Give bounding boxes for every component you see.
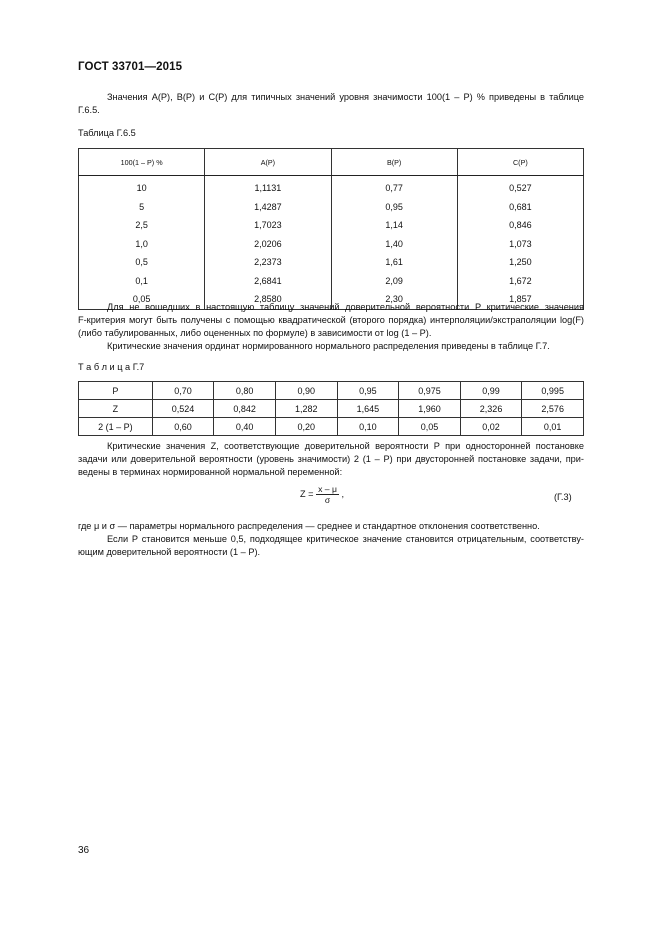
table-65-header-cell: C(P)	[457, 149, 583, 176]
table-65-cell: 1,61	[331, 253, 457, 272]
table-65-cell: 1,0	[79, 235, 205, 254]
table-7-cell: 0,842	[214, 400, 276, 418]
table-65-row	[79, 272, 584, 291]
table-7-row-label: 2 (1 – P)	[79, 418, 153, 436]
table-65-cell: 2,09	[331, 272, 457, 291]
table-65-cell: 1,40	[331, 235, 457, 254]
table-7-cell: 0,90	[275, 382, 337, 400]
table-65-cell: 0,05	[79, 290, 205, 309]
table-7	[78, 381, 584, 436]
para2-line-1: Для не вошедших в настоящую таблицу значений доверительной вероятности P критические значения	[107, 302, 584, 312]
para2-line-2: F-критерия могут быть получены с помощью квадратической (второго порядка) интерполяции/экстраполяции log(F)	[78, 315, 584, 325]
para3-line-3: ведены в терминах нормированной нормальной переменной:	[78, 467, 343, 477]
table-65-header-cell: 100(1 – P) %	[79, 149, 205, 176]
formula-number: (Г.3)	[554, 492, 572, 502]
table-65-body	[79, 176, 584, 310]
table-65-cell: 2,0206	[205, 235, 331, 254]
table-65-cell: 1,14	[331, 216, 457, 235]
table-7-cell: 0,995	[522, 382, 584, 400]
intro-line-1: Значения A(P), B(P) и C(P) для типичных значений уровня значимости 100(1 – P) % приведены в таблице	[107, 92, 584, 102]
table-65-cell: 0,77	[331, 176, 457, 198]
table-65-cell: 2,2373	[205, 253, 331, 272]
table-65-cell: 1,672	[457, 272, 583, 291]
table-65	[78, 148, 584, 310]
table-7-cell: 0,99	[460, 382, 522, 400]
table-7-cell: 0,05	[399, 418, 461, 436]
table-65-cell: 1,1131	[205, 176, 331, 198]
table-65-cell: 0,527	[457, 176, 583, 198]
table-7-row	[79, 400, 584, 418]
table-65-cell: 2,30	[331, 290, 457, 309]
table-65-cell: 1,073	[457, 235, 583, 254]
table-65-header-row	[79, 149, 584, 176]
para4-line-2: Если P становится меньше 0,5, подходящее критическое значение становится отрицательным, соответству-	[107, 534, 584, 544]
table-7-cell: 0,40	[214, 418, 276, 436]
table-7-cell: 0,20	[275, 418, 337, 436]
table-7-cell: 2,576	[522, 400, 584, 418]
table-65-cell: 0,846	[457, 216, 583, 235]
table-7-row-label: P	[79, 382, 153, 400]
table-7-cell: 0,70	[152, 382, 214, 400]
table-7-cell: 0,02	[460, 418, 522, 436]
table-7-row	[79, 418, 584, 436]
para3-line-2: задачи или доверительной вероятности (уровень значимости) 2 (1 – P) при двусторонней постановке задачи, при-	[78, 454, 584, 464]
formula-g3	[300, 484, 344, 505]
table-65-cell: 0,1	[79, 272, 205, 291]
formula-numerator: x – μ	[318, 484, 337, 494]
para2-line-3: (либо табулированных, либо оцененных по формуле) в зависимости от log (1 – P).	[78, 328, 432, 338]
table-65-row	[79, 216, 584, 235]
table-65-header-cell: B(P)	[331, 149, 457, 176]
table-65-cell: 10	[79, 176, 205, 198]
table-7-cell: 0,524	[152, 400, 214, 418]
table-7-cell: 1,960	[399, 400, 461, 418]
table-7-cell: 2,326	[460, 400, 522, 418]
table-65-cell: 2,6841	[205, 272, 331, 291]
page-number: 36	[78, 845, 90, 856]
para2-line-4: Критические значения ординат нормированного нормального распределения приведены в таблице Г.7.	[107, 341, 550, 351]
table-65-cell: 2,8580	[205, 290, 331, 309]
table-7-cell: 0,60	[152, 418, 214, 436]
table-7-cell: 0,10	[337, 418, 399, 436]
table-65-cell: 2,5	[79, 216, 205, 235]
table-7-row-label: Z	[79, 400, 153, 418]
table-65-cell: 5	[79, 198, 205, 217]
table-65-cell: 0,5	[79, 253, 205, 272]
table-7-caption: Т а б л и ц а Г.7	[78, 362, 145, 372]
table-65-cell: 0,95	[331, 198, 457, 217]
intro-line-2: Г.6.5.	[78, 105, 100, 115]
table-7-cell: 1,282	[275, 400, 337, 418]
table-65-caption: Таблица Г.6.5	[78, 128, 136, 138]
table-65-cell: 0,681	[457, 198, 583, 217]
table-65-row	[79, 235, 584, 254]
table-65-cell: 1,7023	[205, 216, 331, 235]
table-65-cell: 1,250	[457, 253, 583, 272]
para4-line-1: где μ и σ — параметры нормального распределения — среднее и стандартное отклонения соответственно.	[78, 521, 540, 531]
table-7-cell: 0,01	[522, 418, 584, 436]
table-65-header-cell: A(P)	[205, 149, 331, 176]
document-header: ГОСТ 33701—2015	[78, 61, 183, 73]
table-65-row	[79, 198, 584, 217]
formula-tail: ,	[341, 488, 345, 499]
para4-line-3: ющим доверительной вероятности (1 – P).	[78, 547, 261, 557]
formula-fraction	[316, 484, 339, 505]
formula-lhs: Z =	[300, 488, 314, 499]
table-65-row	[79, 176, 584, 198]
table-65-cell: 1,4287	[205, 198, 331, 217]
table-65-cell: 1,857	[457, 290, 583, 309]
para3-line-1: Критические значения Z, соответствующие доверительной вероятности P при односторонней постановке	[107, 441, 584, 451]
formula-denominator: σ	[324, 495, 331, 505]
table-7-body	[79, 382, 584, 436]
table-65-row	[79, 253, 584, 272]
table-7-row	[79, 382, 584, 400]
table-7-cell: 0,80	[214, 382, 276, 400]
table-7-cell: 0,975	[399, 382, 461, 400]
table-7-cell: 0,95	[337, 382, 399, 400]
table-7-cell: 1,645	[337, 400, 399, 418]
